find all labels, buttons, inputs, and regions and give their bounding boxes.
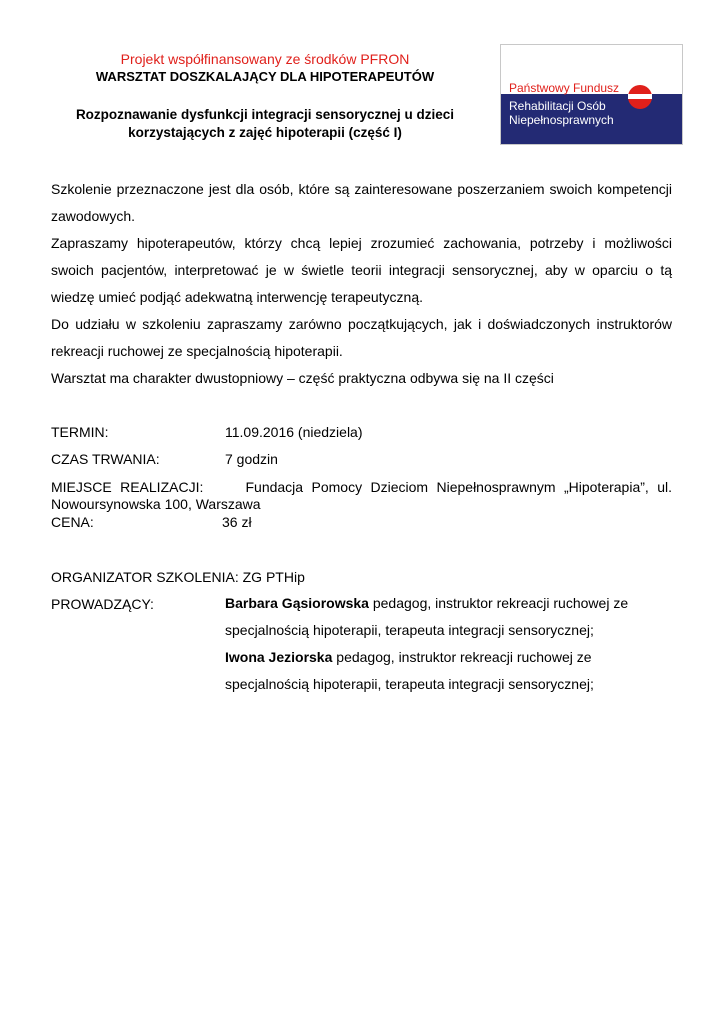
place-label: MIEJSCE REALIZACJI: [51, 479, 204, 495]
term-label: TERMIN: [51, 424, 109, 440]
logo-line-3: Niepełnosprawnych [509, 113, 614, 127]
logo-line-2: Rehabilitacji Osób [509, 99, 606, 113]
leader-description: pedagog, instruktor rekreacji ruchowej ze [368, 595, 629, 611]
description-paragraph: Zapraszamy hipoterapeutów, którzy chcą lepiej zrozumieć zachowania, potrzeby i możliwości swoich pacjentów, interpretować je w świetle teorii integracji sensorycznej, aby w oparciu o tą wiedzę umieć podjąć adekwatną interwencję terapeutyczną. [51, 235, 672, 305]
leader-description-2: specjalnością hipoterapii, terapeuta integracji sensorycznej; [225, 622, 594, 638]
description-body [51, 176, 672, 392]
pfron-emblem-icon [627, 84, 653, 110]
pfron-logo [500, 44, 683, 145]
training-title-line-1: Rozpoznawanie dysfunkcji integracji sensorycznej u dzieci [75, 107, 455, 122]
place-value: Fundacja Pomocy Dzieciom Niepełnosprawnym „Hipoterapia”, ul. Nowoursynowska 100, Warszawa [51, 479, 672, 512]
description-paragraph: Do udziału w szkoleniu zapraszamy zarówno początkujących, jak i doświadczonych instruktorów rekreacji ruchowej ze specjalnością hipoterapii. [51, 316, 672, 359]
description-paragraph: Warsztat ma charakter dwustopniowy – część praktyczna odbywa się na II części [51, 370, 554, 386]
leaders-label: PROWADZĄCY: [51, 596, 154, 612]
leader-description: pedagog, instruktor rekreacji ruchowej ze [332, 649, 592, 665]
document-header [30, 50, 500, 142]
duration-value: 7 godzin [225, 451, 278, 467]
training-title-line-2: korzystających z zajęć hipoterapii (część I) [128, 125, 402, 140]
term-value: 11.09.2016 (niedziela) [225, 424, 363, 440]
price-value: 36 zł [222, 514, 252, 530]
duration-label: CZAS TRWANIA: [51, 451, 160, 467]
leader-2 [225, 644, 594, 698]
leader-name: Iwona Jeziorska [225, 649, 333, 665]
place-row [51, 479, 672, 513]
logo-line-1: Państwowy Fundusz [509, 81, 620, 95]
leader-1 [225, 590, 628, 644]
training-title [30, 106, 500, 142]
price-label: CENA: [51, 514, 94, 530]
project-funding-line: Projekt współfinansowany ze środków PFRON [120, 51, 410, 67]
leader-description-2: specjalnością hipoterapii, terapeuta integracji sensorycznej; [225, 676, 594, 692]
description-paragraph: Szkolenie przeznaczone jest dla osób, które są zainteresowane poszerzaniem swoich kompetencji zawodowych. [51, 181, 672, 224]
workshop-title: WARSZTAT DOSZKALAJĄCY DLA HIPOTERAPEUTÓW [95, 69, 435, 84]
organizer: ORGANIZATOR SZKOLENIA: ZG PTHip [51, 569, 305, 585]
leader-name: Barbara Gąsiorowska [225, 595, 369, 611]
